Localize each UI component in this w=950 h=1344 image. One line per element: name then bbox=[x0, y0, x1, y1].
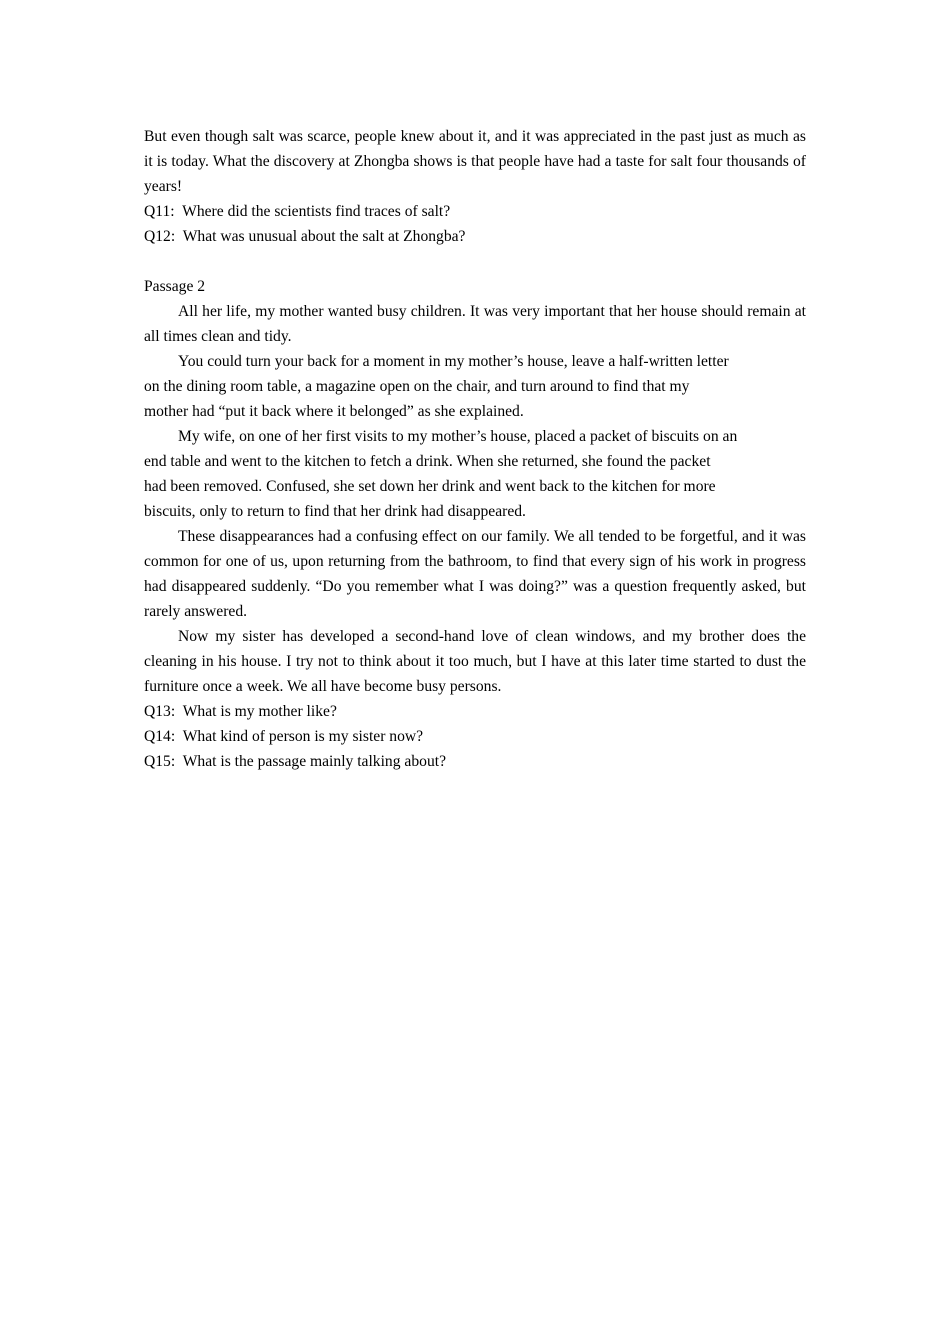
question-15: Q15: What is the passage mainly talking about? bbox=[144, 753, 446, 770]
paragraph-line: My wife, on one of her first visits to my mother’s house, placed a packet of biscuits on an bbox=[178, 428, 738, 445]
paragraph-line: mother had “put it back where it belonged” as she explained. bbox=[144, 403, 524, 420]
paragraph-line: biscuits, only to return to find that her drink had disappeared. bbox=[144, 503, 526, 520]
passage2-paragraph-4: These disappearances had a confusing effect on our family. We all tended to be forgetful, and it was common for one of us, upon returning from the bathroom, to find that every sign of his work in progress had disappeared suddenly. “Do you remember what I was doing?” was a question frequently asked, but rarely answered. bbox=[144, 528, 806, 620]
passage2-paragraph-5: Now my sister has developed a second-hand love of clean windows, and my brother does the cleaning in his house. I try not to think about it too much, but I have at this later time started to dust the furniture once a week. We all have become busy persons. bbox=[144, 628, 806, 695]
question-13: Q13: What is my mother like? bbox=[144, 703, 337, 720]
passage2-paragraph-3 bbox=[144, 424, 806, 524]
question-14: Q14: What kind of person is my sister now? bbox=[144, 728, 424, 745]
question-12: Q12: What was unusual about the salt at Zhongba? bbox=[144, 228, 466, 245]
passage2-heading: Passage 2 bbox=[144, 278, 206, 295]
paragraph-line: on the dining room table, a magazine open on the chair, and turn around to find that my bbox=[144, 378, 690, 395]
passage1-closing-paragraph: But even though salt was scarce, people knew about it, and it was appreciated in the past just as much as it is today. What the discovery at Zhongba shows is that people have had a taste for salt four thousands of years! bbox=[144, 128, 806, 195]
passage2-paragraph-2 bbox=[144, 349, 806, 424]
paragraph-line: You could turn your back for a moment in my mother’s house, leave a half-written letter bbox=[178, 353, 729, 370]
paragraph-line: had been removed. Confused, she set down her drink and went back to the kitchen for more bbox=[144, 478, 716, 495]
section-spacer bbox=[144, 249, 806, 274]
passage2-paragraph-1: All her life, my mother wanted busy children. It was very important that her house should remain at all times clean and tidy. bbox=[144, 303, 806, 345]
paragraph-line: end table and went to the kitchen to fetch a drink. When she returned, she found the packet bbox=[144, 453, 711, 470]
document-page bbox=[144, 124, 806, 774]
question-11: Q11: Where did the scientists find traces of salt? bbox=[144, 203, 451, 220]
